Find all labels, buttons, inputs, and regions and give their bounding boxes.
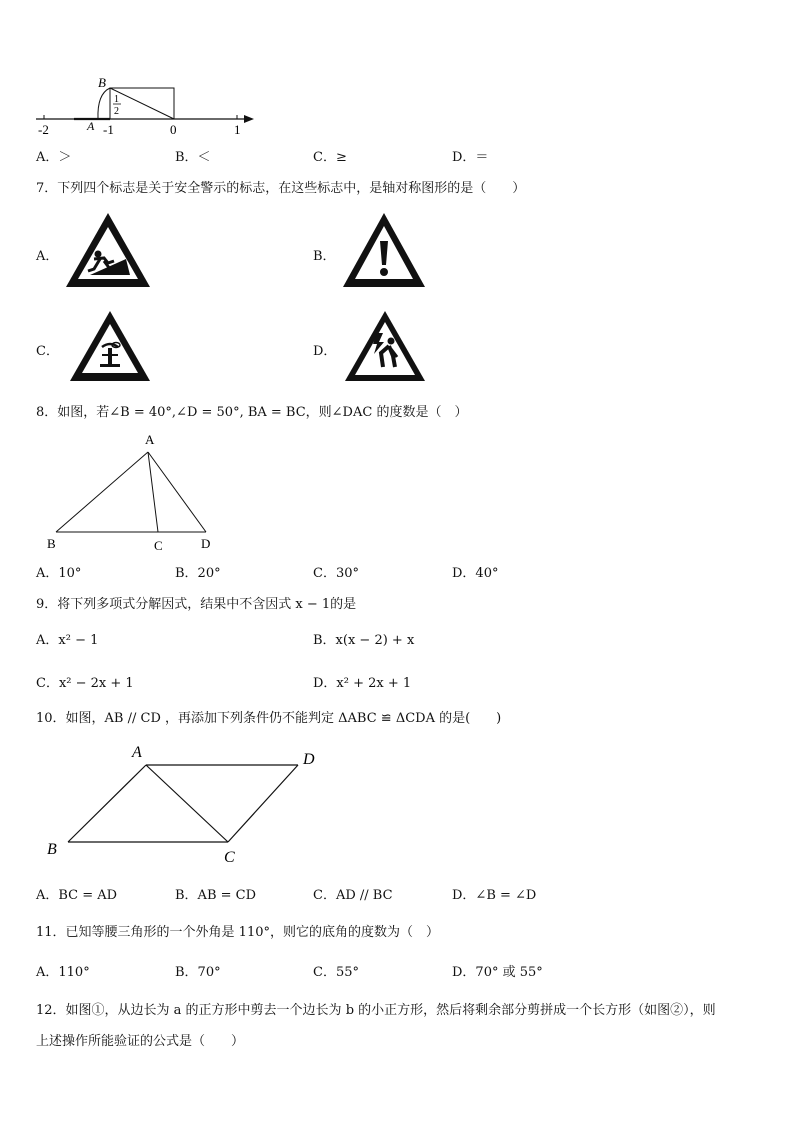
label-C: C <box>154 538 163 553</box>
q9-option-c[interactable]: C．x² − 2x + 1 <box>36 676 134 691</box>
q8-option-a[interactable]: A．10° <box>36 566 82 581</box>
q7-option-a[interactable]: A． <box>36 249 59 264</box>
q8-option-c[interactable]: C．30° <box>313 566 359 581</box>
label-A: A <box>87 119 95 133</box>
label-A: A <box>145 432 155 447</box>
tick-label: -2 <box>38 122 49 137</box>
parallelogram-figure-q10 <box>40 740 330 870</box>
tick-label: -1 <box>103 122 114 137</box>
q11-option-a[interactable]: A．110° <box>36 965 90 980</box>
half-num: 1 <box>114 94 119 105</box>
q9-question: 9．将下列多项式分解因式，结果中不含因式 x − 1的是 <box>36 597 357 612</box>
q6-option-c[interactable]: C．≥ <box>313 150 347 165</box>
label-D: D <box>201 536 211 551</box>
fire-hazard-sign-icon <box>68 309 152 383</box>
label-A: A <box>132 744 142 761</box>
q11-option-b[interactable]: B．70° <box>175 965 221 980</box>
label-C: C <box>224 849 235 866</box>
slip-hazard-sign-icon <box>64 211 152 289</box>
triangle-figure-q8 <box>40 430 230 555</box>
q8-option-b[interactable]: B．20° <box>175 566 221 581</box>
q12-question-line1: 12．如图①，从边长为 a 的正方形中剪去一个边长为 b 的小正方形，然后将剩余部分剪拼成一个长方形（如图②），则 <box>36 1003 716 1018</box>
q11-option-d[interactable]: D．70° 或 55° <box>452 965 543 980</box>
q10-option-b[interactable]: B．AB = CD <box>175 888 257 903</box>
label-B: B <box>47 536 56 551</box>
label-B: B <box>47 841 57 858</box>
q6-option-a[interactable]: A．＞ <box>36 150 72 165</box>
q6-option-b[interactable]: B．＜ <box>175 150 211 165</box>
q6-option-d[interactable]: D．＝ <box>452 150 489 165</box>
exclamation-warning-sign-icon <box>341 211 427 289</box>
q7-option-b[interactable]: B． <box>313 249 336 264</box>
number-line-figure <box>30 72 270 140</box>
q10-question: 10．如图，AB // CD ，再添加下列条件仍不能判定 ΔABC ≌ ΔCDA 的是( ) <box>36 711 502 726</box>
label-B: B <box>98 75 106 90</box>
q8-option-d[interactable]: D．40° <box>452 566 499 581</box>
q10-option-d[interactable]: D．∠B = ∠D <box>452 888 537 903</box>
q7-option-d[interactable]: D． <box>313 344 337 359</box>
label-D: D <box>303 751 315 768</box>
q7-question: 7．下列四个标志是关于安全警示的标志，在这些标志中，是轴对称图形的是（ ） <box>36 181 526 196</box>
q9-option-d[interactable]: D．x² + 2x + 1 <box>313 676 412 691</box>
q7-option-c[interactable]: C． <box>36 344 59 359</box>
q9-option-a[interactable]: A．x² − 1 <box>36 633 99 648</box>
electric-shock-sign-icon <box>343 309 427 383</box>
q11-question: 11．已知等腰三角形的一个外角是 110°，则它的底角的度数为（ ） <box>36 925 439 940</box>
q12-question-line2: 上述操作所能验证的公式是（ ） <box>36 1034 245 1049</box>
q10-option-a[interactable]: A．BC = AD <box>36 888 118 903</box>
tick-label: 1 <box>234 122 241 137</box>
q10-option-c[interactable]: C．AD // BC <box>313 888 393 903</box>
q8-question: 8．如图，若∠B = 40°,∠D = 50°, BA = BC，则∠DAC 的度数是（ ） <box>36 405 468 420</box>
half-den: 2 <box>114 106 119 117</box>
q11-option-c[interactable]: C．55° <box>313 965 359 980</box>
tick-label: 0 <box>170 122 177 137</box>
q9-option-b[interactable]: B．x(x − 2) + x <box>313 633 415 648</box>
